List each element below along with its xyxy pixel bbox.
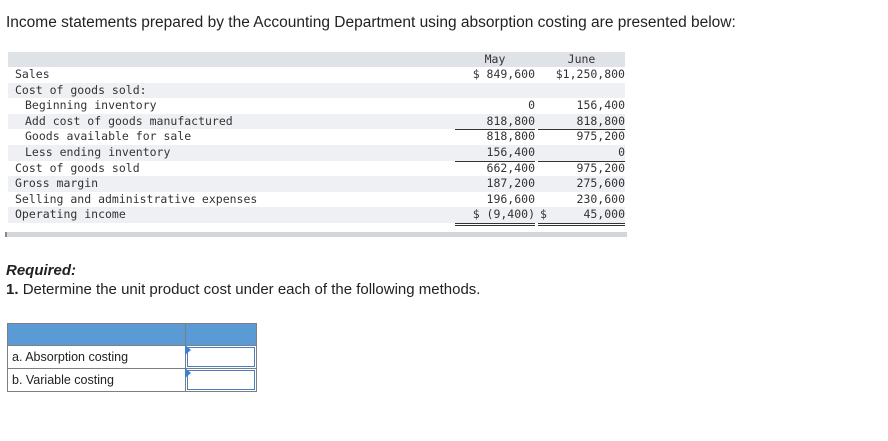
row-label: Selling and administrative expenses	[15, 191, 258, 206]
value-may: 196,600	[455, 192, 535, 209]
row-label: Goods available for sale	[25, 129, 192, 144]
row-label: Gross margin	[15, 176, 99, 191]
row-label: Beginning inventory	[25, 98, 157, 113]
statement-bottom-bar	[5, 232, 627, 237]
value-may: 0	[528, 98, 535, 113]
cell-marker-icon	[185, 368, 191, 378]
row-cost-of-goods-sold	[8, 161, 625, 177]
variable-cost-input[interactable]	[187, 370, 255, 390]
value-june: 818,800	[538, 114, 625, 131]
answer-label-absorption: a. Absorption costing	[8, 346, 186, 369]
value-may: 662,400	[455, 161, 535, 178]
answer-table	[7, 323, 257, 392]
cell-marker-icon	[185, 345, 191, 355]
column-header-may: May	[484, 52, 506, 66]
absorption-cost-input[interactable]	[187, 347, 255, 367]
value-may: $ 849,600	[455, 67, 535, 84]
row-cogs-heading	[8, 83, 625, 99]
dollar-sign-june: $	[540, 207, 547, 222]
value-june: 230,600	[538, 192, 625, 209]
statement-header-row	[8, 52, 625, 67]
answer-cell-variable	[186, 369, 257, 392]
row-label: Sales	[15, 67, 50, 81]
question-1	[6, 281, 480, 298]
question-text: Determine the unit product cost under each of the following methods.	[22, 281, 481, 298]
value-may: $ (9,400)	[455, 207, 535, 226]
value-june: 156,400	[576, 98, 625, 113]
value-june: 975,200	[538, 161, 625, 178]
row-sales	[8, 67, 625, 83]
header-cell-label	[8, 324, 186, 346]
required-heading: Required:	[6, 262, 77, 279]
row-selling-admin-expenses	[8, 192, 625, 208]
value-may: 187,200	[486, 176, 535, 191]
row-label: Cost of goods sold:	[15, 82, 147, 97]
answer-row-variable	[8, 369, 257, 392]
row-gross-margin	[8, 176, 625, 192]
value-june: 0	[538, 145, 625, 162]
question-number: 1.	[6, 281, 19, 298]
answer-table-header	[8, 324, 257, 346]
row-label: Less ending inventory	[25, 144, 171, 159]
value-may: 156,400	[455, 145, 535, 162]
answer-cell-absorption	[186, 346, 257, 369]
row-label: Operating income	[15, 207, 126, 222]
intro-text: Income statements prepared by the Accounting Department using absorption costing are presented below:	[6, 14, 736, 31]
income-statement	[8, 52, 625, 223]
value-may: 818,800	[486, 129, 535, 144]
column-header-june: June	[567, 52, 596, 66]
row-operating-income	[8, 207, 625, 223]
row-cost-of-goods-manufactured	[8, 114, 625, 130]
row-ending-inventory	[8, 145, 625, 161]
value-june: 275,600	[576, 176, 625, 191]
answer-row-absorption	[8, 346, 257, 369]
header-cell-value	[186, 324, 257, 346]
value-june: 45,000	[538, 207, 625, 226]
row-label: Cost of goods sold	[15, 160, 140, 175]
answer-label-variable: b. Variable costing	[8, 369, 186, 392]
row-beginning-inventory	[8, 98, 625, 114]
row-label: Add cost of goods manufactured	[25, 113, 233, 128]
value-may: 818,800	[455, 114, 535, 131]
row-goods-available	[8, 129, 625, 145]
value-june: $1,250,800	[538, 67, 625, 84]
value-june: 975,200	[576, 129, 625, 144]
